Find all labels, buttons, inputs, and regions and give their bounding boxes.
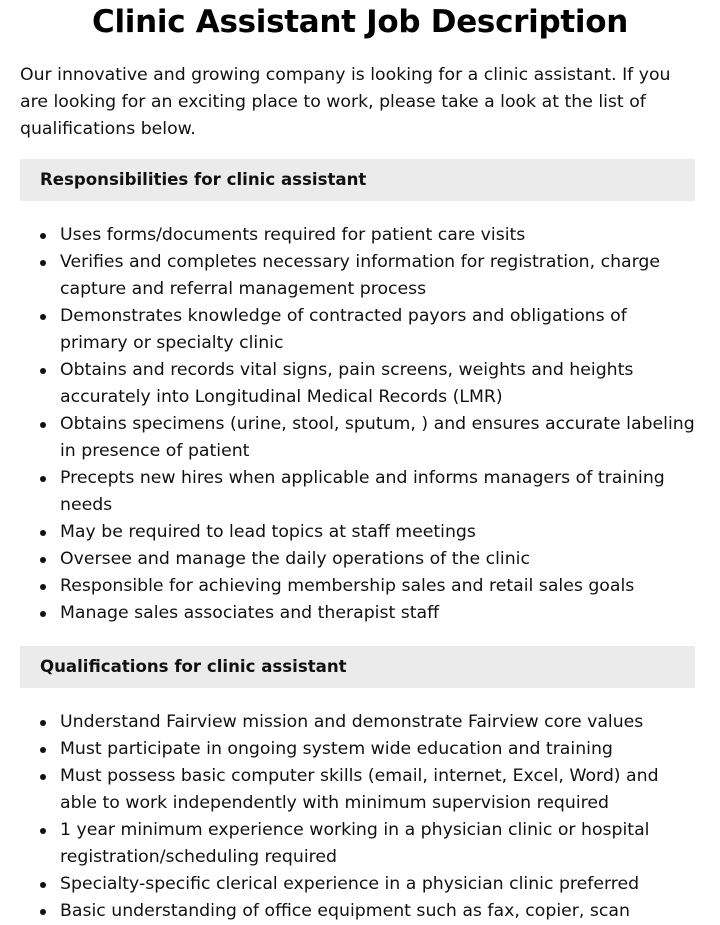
bullet-icon	[40, 422, 46, 428]
list-item-text: Specialty-specific clerical experience in a physician clinic preferred	[60, 874, 640, 894]
bullet-icon	[40, 260, 46, 266]
list-item	[20, 871, 695, 898]
list-item	[20, 411, 695, 465]
list-item	[20, 303, 695, 357]
bullet-icon	[40, 476, 46, 482]
list-item-text: Obtains and records vital signs, pain screens, weights and heights accurately into Longitudinal Medical Records (LMR)	[60, 360, 634, 407]
bullet-icon	[40, 530, 46, 536]
list-item-text: Understand Fairview mission and demonstrate Fairview core values	[60, 712, 644, 732]
list-item	[20, 249, 695, 303]
list-item	[20, 465, 695, 519]
list-item-text: Uses forms/documents required for patient care visits	[60, 225, 526, 245]
list-item	[20, 817, 695, 871]
list-item-text: Responsible for achieving membership sales and retail sales goals	[60, 576, 635, 596]
bullet-icon	[40, 720, 46, 726]
responsibilities-list	[0, 222, 720, 627]
list-item-text: Obtains specimens (urine, stool, sputum, ) and ensures accurate labeling in presence of patient	[60, 414, 695, 461]
responsibilities-heading: Responsibilities for clinic assistant	[20, 159, 695, 201]
list-item	[20, 898, 695, 925]
intro-paragraph: Our innovative and growing company is looking for a clinic assistant. If you are looking for an exciting place to work, please take a look at the list of qualifications below.	[20, 65, 671, 139]
list-item-text: Demonstrates knowledge of contracted payors and obligations of primary or specialty clinic	[60, 306, 627, 353]
qualifications-list	[0, 709, 720, 925]
bullet-icon	[40, 368, 46, 374]
bullet-icon	[40, 233, 46, 239]
list-item	[20, 600, 695, 627]
bullet-icon	[40, 774, 46, 780]
list-item	[20, 222, 695, 249]
bullet-icon	[40, 828, 46, 834]
list-item-text: Must possess basic computer skills (email, internet, Excel, Word) and able to work independently with minimum supervision required	[60, 766, 659, 813]
list-item-text: Oversee and manage the daily operations of the clinic	[60, 549, 530, 569]
bullet-icon	[40, 611, 46, 617]
list-item	[20, 709, 695, 736]
list-item	[20, 519, 695, 546]
bullet-icon	[40, 909, 46, 915]
list-item-text: Manage sales associates and therapist staff	[60, 603, 440, 623]
list-item-text: May be required to lead topics at staff meetings	[60, 522, 476, 542]
bullet-icon	[40, 584, 46, 590]
list-item-text: Precepts new hires when applicable and informs managers of training needs	[60, 468, 665, 515]
bullet-icon	[40, 314, 46, 320]
bullet-icon	[40, 747, 46, 753]
bullet-icon	[40, 882, 46, 888]
page-title: Clinic Assistant Job Description	[92, 4, 628, 40]
list-item-text: Basic understanding of office equipment such as fax, copier, scan	[60, 901, 630, 921]
list-item-text: Verifies and completes necessary information for registration, charge capture and referral management process	[60, 252, 661, 299]
list-item	[20, 763, 695, 817]
list-item	[20, 573, 695, 600]
list-item-text: 1 year minimum experience working in a physician clinic or hospital registration/scheduling required	[60, 820, 650, 867]
list-item-text: Must participate in ongoing system wide education and training	[60, 739, 613, 759]
bullet-icon	[40, 557, 46, 563]
list-item	[20, 736, 695, 763]
list-item	[20, 357, 695, 411]
qualifications-heading: Qualifications for clinic assistant	[20, 646, 695, 688]
list-item	[20, 546, 695, 573]
